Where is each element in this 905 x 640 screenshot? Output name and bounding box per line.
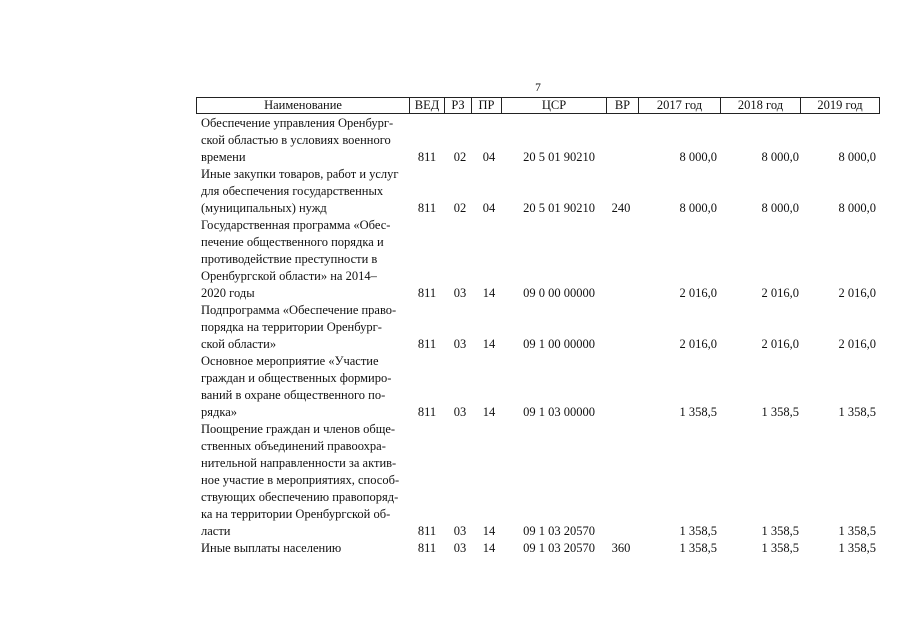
header-rz: РЗ <box>445 98 472 113</box>
cell-2017: 2 016,0 <box>679 337 717 351</box>
header-2018: 2018 год <box>721 98 801 113</box>
row-name-line: 2020 годы <box>201 286 255 300</box>
cell-2019: 1 358,5 <box>838 524 876 538</box>
cell-pr: 14 <box>482 541 496 555</box>
cell-csr: 09 1 03 20570 <box>523 541 595 555</box>
row-name <box>201 115 406 166</box>
cell-2019: 8 000,0 <box>838 201 876 215</box>
cell-2018: 8 000,0 <box>761 150 799 164</box>
row-name-line: нительной направленности за актив- <box>201 456 397 470</box>
cell-rz: 03 <box>453 337 467 351</box>
table-row <box>0 540 905 557</box>
cell-pr: 14 <box>482 405 496 419</box>
cell-ved: 811 <box>417 286 437 300</box>
table-row <box>0 115 905 166</box>
table-row <box>0 217 905 302</box>
cell-vr <box>606 285 636 302</box>
row-name-line: ваний в охране общественного по- <box>201 388 386 402</box>
cell-rz: 03 <box>453 541 467 555</box>
row-name-line: рядка» <box>201 405 238 419</box>
cell-ved: 811 <box>417 150 437 164</box>
row-name <box>201 302 406 353</box>
cell-2018: 1 358,5 <box>761 524 799 538</box>
page-number: 7 <box>535 82 541 94</box>
cell-2018: 2 016,0 <box>761 337 799 351</box>
header-2017: 2017 год <box>639 98 721 113</box>
cell-ved: 811 <box>417 337 437 351</box>
cell-csr: 09 1 00 00000 <box>523 337 595 351</box>
row-name-line: Обеспечение управления Оренбург- <box>201 116 394 130</box>
row-name-line: Оренбургской области» на 2014– <box>201 269 377 283</box>
table-row <box>0 166 905 217</box>
row-name <box>201 421 406 540</box>
row-name-line: ка на территории Оренбургской об- <box>201 507 391 521</box>
cell-2018: 2 016,0 <box>761 286 799 300</box>
table-header <box>196 97 880 114</box>
cell-rz: 03 <box>453 286 467 300</box>
cell-2018: 8 000,0 <box>761 201 799 215</box>
cell-2017: 8 000,0 <box>679 150 717 164</box>
cell-2019: 2 016,0 <box>838 286 876 300</box>
cell-2019: 8 000,0 <box>838 150 876 164</box>
table-row <box>0 353 905 421</box>
row-name-line: времени <box>201 150 246 164</box>
cell-vr: 240 <box>611 201 631 215</box>
row-name-line: для обеспечения государственных <box>201 184 384 198</box>
row-name-line: печение общественного порядка и <box>201 235 384 249</box>
row-name-line: ное участие в мероприятиях, способ- <box>201 473 400 487</box>
cell-csr: 20 5 01 90210 <box>523 201 595 215</box>
cell-vr <box>606 523 636 540</box>
row-name-line: ласти <box>201 524 231 538</box>
header-2019: 2019 год <box>817 98 863 112</box>
row-name-line: Иные закупки товаров, работ и услуг <box>201 167 399 181</box>
cell-ved: 811 <box>417 524 437 538</box>
row-name-line: (муниципальных) нужд <box>201 201 327 215</box>
cell-pr: 04 <box>482 201 496 215</box>
cell-2017: 2 016,0 <box>679 286 717 300</box>
cell-csr: 09 0 00 00000 <box>523 286 595 300</box>
cell-vr: 360 <box>611 541 631 555</box>
cell-ved: 811 <box>417 541 437 555</box>
row-name-line: Основное мероприятие «Участие <box>201 354 379 368</box>
cell-rz: 03 <box>453 524 467 538</box>
cell-vr <box>606 149 636 166</box>
row-name <box>201 353 406 421</box>
header-vr: ВР <box>607 98 639 113</box>
cell-csr: 09 1 03 00000 <box>523 405 595 419</box>
cell-ved: 811 <box>417 201 437 215</box>
cell-2017: 1 358,5 <box>679 541 717 555</box>
row-name <box>201 166 406 217</box>
row-name-line: Государственная программа «Обес- <box>201 218 391 232</box>
cell-2017: 1 358,5 <box>679 405 717 419</box>
row-name-line: противодействие преступности в <box>201 252 378 266</box>
row-name-line: ской области» <box>201 337 277 351</box>
cell-2019: 1 358,5 <box>838 541 876 555</box>
cell-2018: 1 358,5 <box>761 541 799 555</box>
table-row <box>0 421 905 540</box>
cell-pr: 14 <box>482 286 496 300</box>
row-name-line: граждан и общественных формиро- <box>201 371 392 385</box>
row-name-line: ской областью в условиях военного <box>201 133 391 147</box>
cell-ved: 811 <box>417 405 437 419</box>
cell-pr: 14 <box>482 524 496 538</box>
header-csr: ЦСР <box>502 98 607 113</box>
cell-2018: 1 358,5 <box>761 405 799 419</box>
header-ved: ВЕД <box>410 98 445 113</box>
cell-2017: 8 000,0 <box>679 201 717 215</box>
cell-rz: 02 <box>453 201 467 215</box>
header-name: Наименование <box>197 98 410 113</box>
cell-csr: 20 5 01 90210 <box>523 150 595 164</box>
row-name-line: Иные выплаты населению <box>201 541 342 555</box>
cell-vr <box>606 404 636 421</box>
cell-2019: 2 016,0 <box>838 337 876 351</box>
cell-rz: 02 <box>453 150 467 164</box>
cell-vr <box>606 336 636 353</box>
row-name-line: ствующих обеспечению правопоряд- <box>201 490 399 504</box>
table-row <box>0 302 905 353</box>
row-name-line: ственных объединений правоохра- <box>201 439 386 453</box>
cell-2017: 1 358,5 <box>679 524 717 538</box>
cell-pr: 04 <box>482 150 496 164</box>
row-name-line: Поощрение граждан и членов обще- <box>201 422 396 436</box>
row-name <box>201 217 406 302</box>
row-name-line: порядка на территории Оренбург- <box>201 320 382 334</box>
row-name-line: Подпрограмма «Обеспечение право- <box>201 303 397 317</box>
cell-csr: 09 1 03 20570 <box>523 524 595 538</box>
cell-rz: 03 <box>453 405 467 419</box>
cell-2019: 1 358,5 <box>838 405 876 419</box>
row-name <box>201 540 406 557</box>
cell-pr: 14 <box>482 337 496 351</box>
header-pr: ПР <box>472 98 502 113</box>
